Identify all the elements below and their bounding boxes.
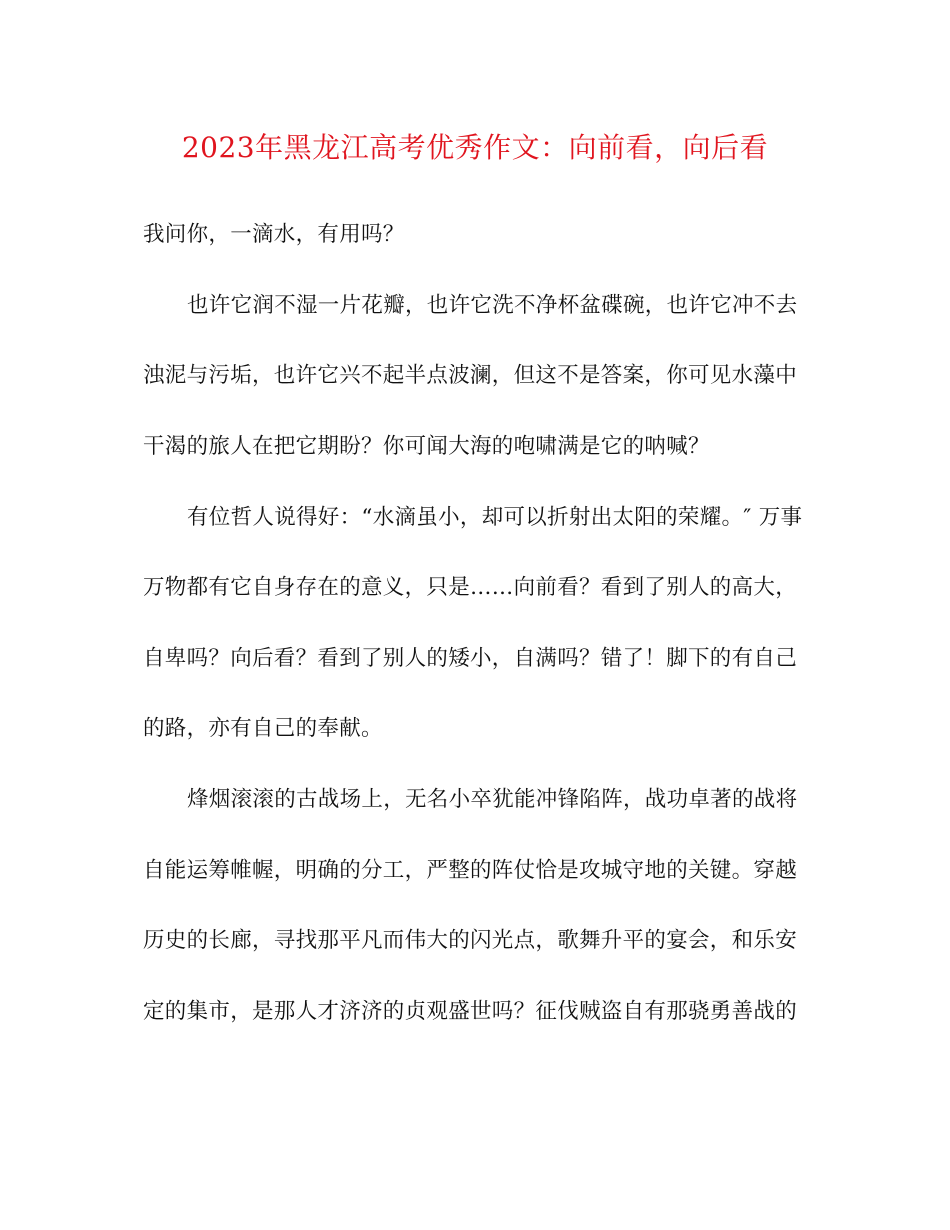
paragraph-line: 烽烟滚滚的古战场上，无名小卒犹能冲锋陷阵，战功卓著的战将 (187, 787, 798, 812)
paragraph-line: 我问你，一滴水，有用吗？ (143, 222, 405, 247)
paragraph-line: 历史的长廊，寻找那平凡而伟大的闪光点，歌舞升平的宴会，和乐安 (143, 928, 798, 953)
paragraph-line: 浊泥与污垢，也许它兴不起半点波澜，但这不是答案，你可见水藻中 (143, 363, 798, 388)
paragraph-line: 也许它润不湿一片花瓣，也许它洗不净杯盆碟碗，也许它冲不去 (187, 293, 798, 318)
paragraph-line: 有位哲人说得好：“水滴虽小，却可以折射出太阳的荣耀。″ 万事 (187, 505, 803, 530)
page-title: 2023年黑龙江高考优秀作文：向前看，向后看 (181, 131, 769, 164)
paragraph-line: 万物都有它自身存在的意义，只是……向前看？看到了别人的高大， (143, 575, 798, 600)
paragraph-line: 的路，亦有自己的奉献。 (143, 716, 383, 741)
paragraph-line: 干渴的旅人在把它期盼？你可闻大海的咆啸满是它的呐喊？ (143, 434, 710, 459)
paragraph-line: 定的集市，是那人才济济的贞观盛世吗？征伐贼盗自有那骁勇善战的 (143, 999, 798, 1024)
paragraph-line: 自卑吗？向后看？看到了别人的矮小，自满吗？错了！脚下的有自己 (143, 646, 798, 671)
paragraph-line: 自能运筹帷幄，明确的分工，严整的阵仗恰是攻城守地的关键。穿越 (143, 858, 798, 883)
